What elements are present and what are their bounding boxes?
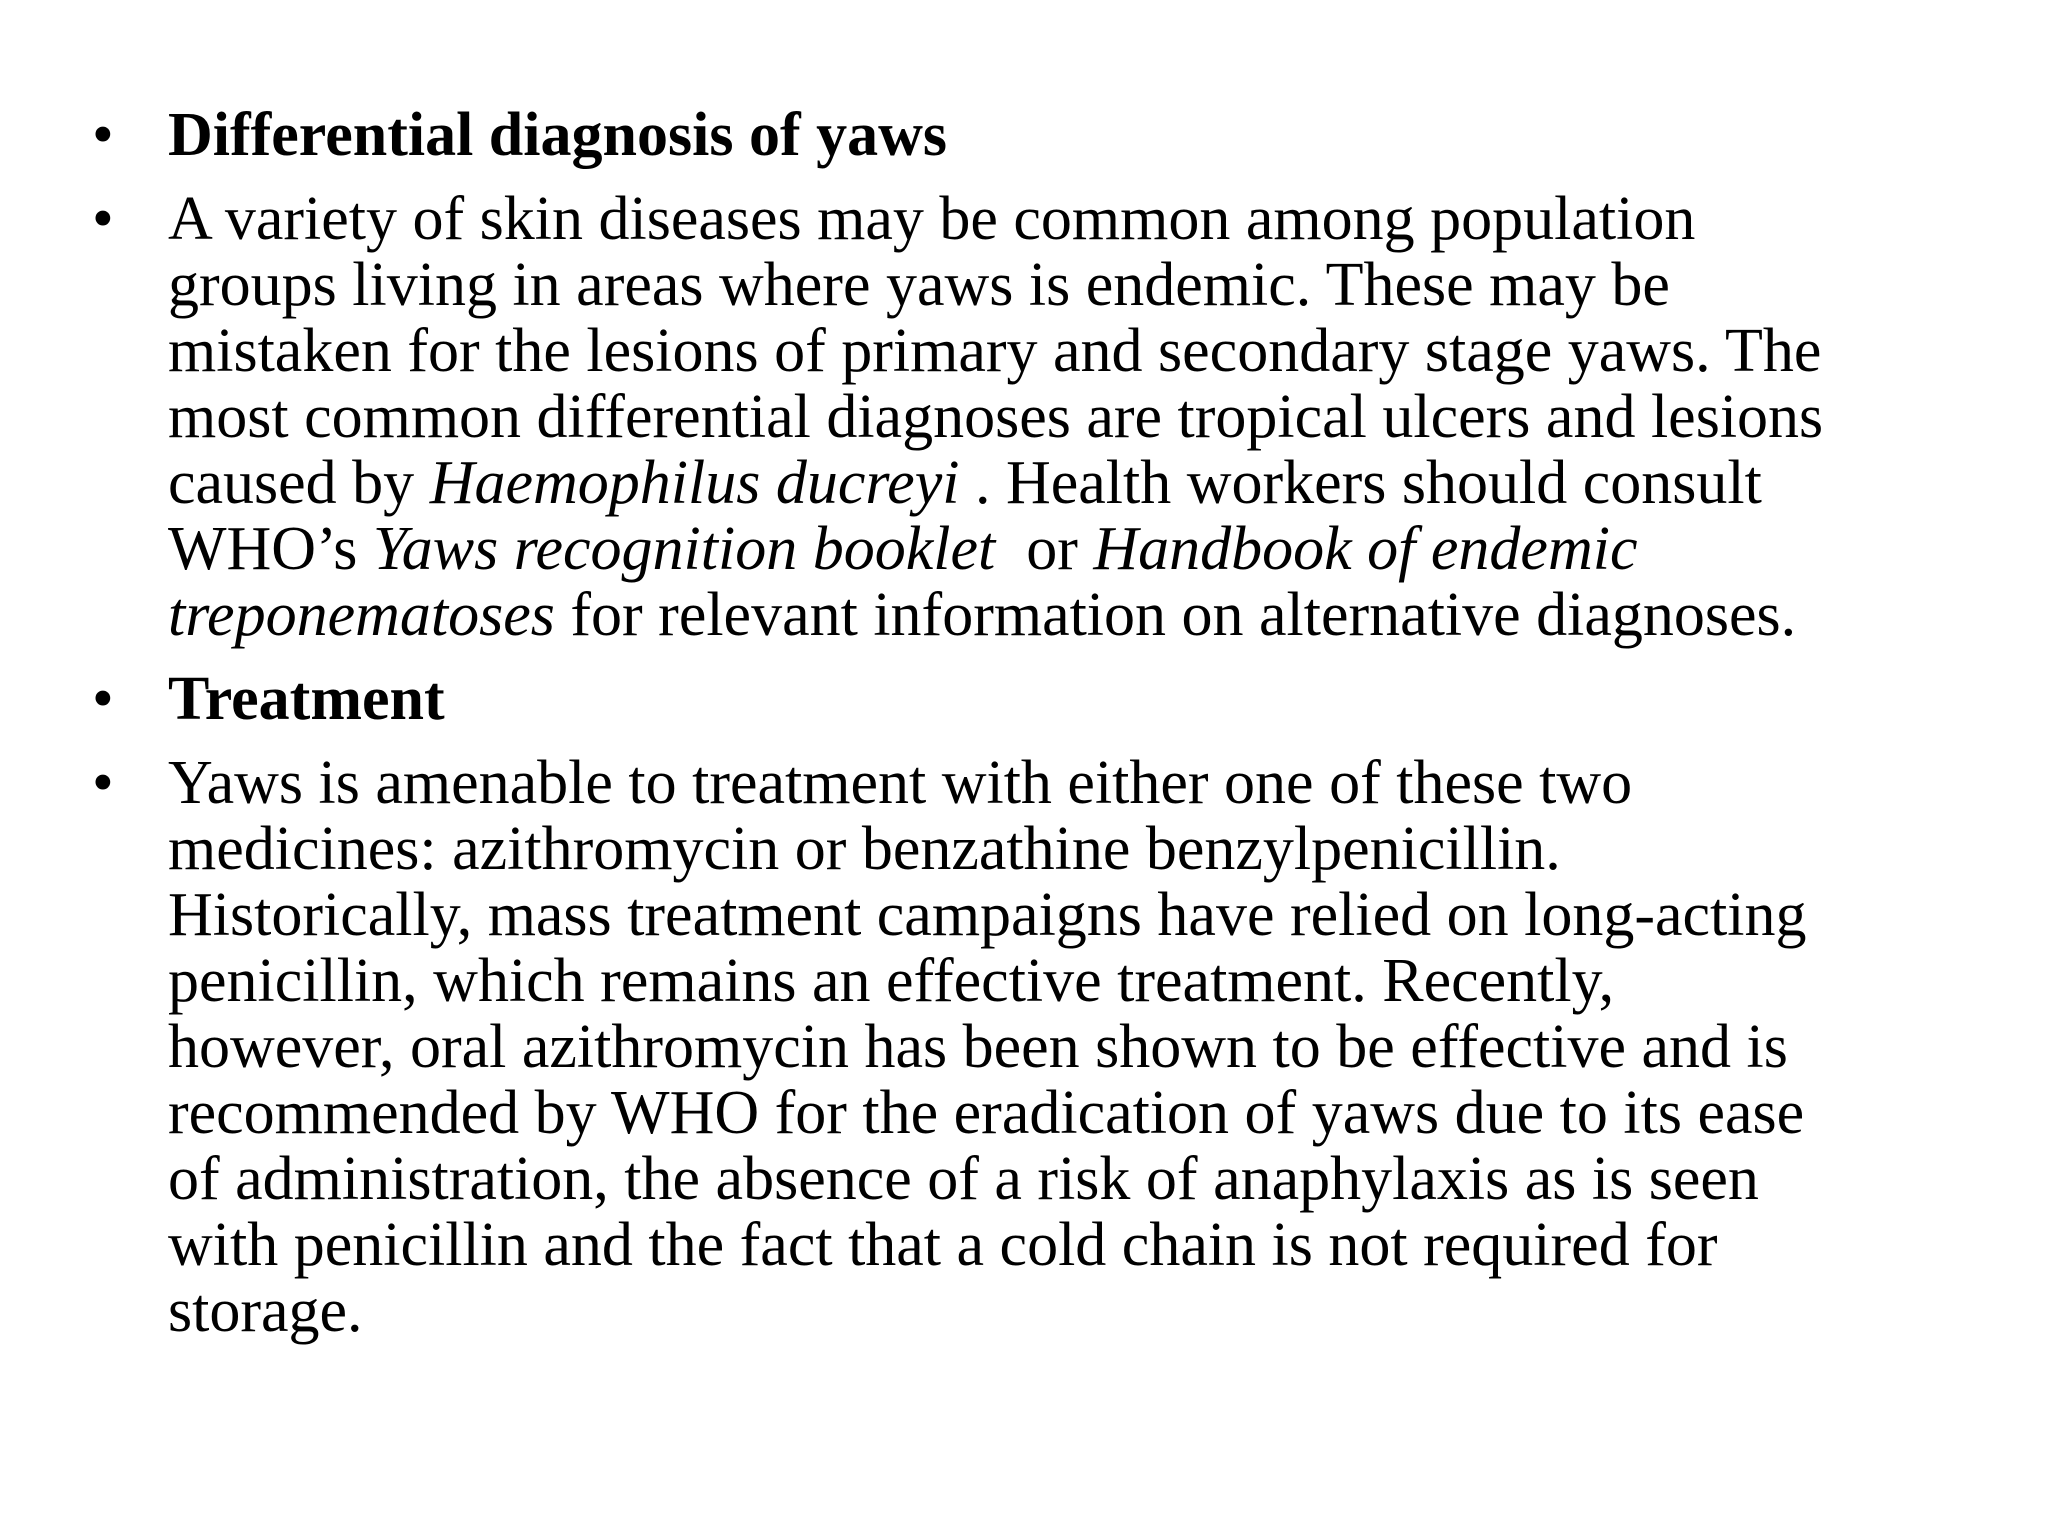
bullet-dot-icon: • (92, 185, 114, 253)
bullet-dot-icon: • (92, 749, 114, 817)
italic-booklet-title: Yaws recognition booklet (372, 515, 996, 583)
body-line: penicillin, which remains an effective treatment. Recently, (168, 947, 1615, 1015)
section-heading: Treatment (168, 665, 445, 733)
body-line: Historically, mass treatment campaigns have relied on long-acting (168, 881, 1807, 949)
bullet-list (0, 102, 2048, 1362)
body-line: storage. (168, 1277, 363, 1345)
bullet-body-differential-diagnosis (0, 186, 1860, 648)
bullet-body-treatment (0, 750, 1860, 1344)
body-line: of administration, the absence of a risk of anaphylaxis as is seen (168, 1145, 1759, 1213)
body-line: most common differential diagnoses are tropical ulcers and lesions (168, 383, 1824, 451)
body-line: mistaken for the lesions of primary and secondary stage yaws. The (168, 317, 1822, 385)
body-line: recommended by WHO for the eradication of yaws due to its ease (168, 1079, 1805, 1147)
body-line: treponematoses for relevant information on alternative diagnoses. (168, 581, 1797, 649)
body-line: WHO’s Yaws recognition booklet or Handbook of endemic (168, 515, 1638, 583)
bullet-heading-differential-diagnosis (0, 102, 1860, 168)
body-line: A variety of skin diseases may be common among population (168, 185, 1696, 253)
italic-organism-name: Haemophilus ducreyi (429, 449, 960, 517)
bullet-dot-icon: • (92, 101, 114, 169)
body-line: Yaws is amenable to treatment with either one of these two (168, 749, 1633, 817)
bullet-dot-icon: • (92, 665, 114, 733)
body-line: caused by Haemophilus ducreyi . Health workers should consult (168, 449, 1762, 517)
body-line: however, oral azithromycin has been shown to be effective and is (168, 1013, 1788, 1081)
section-heading: Differential diagnosis of yaws (168, 101, 948, 169)
body-line: medicines: azithromycin or benzathine benzylpenicillin. (168, 815, 1561, 883)
bullet-heading-treatment (0, 666, 1860, 732)
body-line: with penicillin and the fact that a cold chain is not required for (168, 1211, 1718, 1279)
italic-handbook-title: Handbook of endemic (1093, 515, 1638, 583)
body-line: groups living in areas where yaws is endemic. These may be (168, 251, 1670, 319)
italic-handbook-title-cont: treponematoses (168, 581, 555, 649)
